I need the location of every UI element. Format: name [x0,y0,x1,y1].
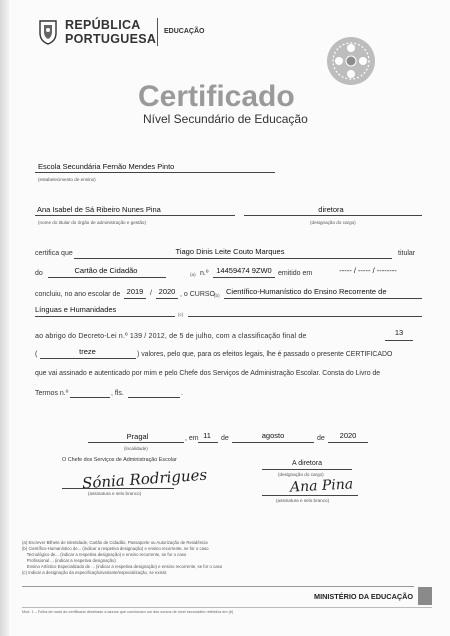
course-line1: Científico-Humanístico do Ensino Recorrente de [226,287,387,296]
footnote: (c) Indicar a designação da especificação/variante/especialização, se existir. [22,570,168,575]
date-day: 11 [203,431,211,440]
n-label: n.º [200,270,209,277]
footnote: Tecnológico de... (indicar a respetiva designação) e ensino recorrente, se for o caso [22,552,187,557]
c-marker: (c) [178,312,184,317]
date-em-label: , em [185,435,199,442]
b-marker: (b) [214,293,220,298]
emitido-label: emitido em [278,270,313,277]
left-signatory-title: O Chefe dos Serviços de Administração Escolar [62,457,177,463]
director-role: diretora [318,205,344,214]
school-caption: (estabelecimento de ensino) [38,177,96,182]
right-signatory-title: A diretora [292,460,322,467]
doc-number-line [213,277,275,278]
year-end-line [156,298,178,299]
republic-name-line2: PORTUGUESA [65,32,157,46]
school-line [35,172,275,173]
grade-number-line [385,340,413,341]
date-place-caption: (localidade) [124,446,148,451]
termos-label: Termos n.º [35,390,69,397]
ministry-header: EDUCAÇÃO [164,28,205,35]
republic-emblem-icon [38,19,58,45]
right-title-line [262,469,352,470]
left-signature-line [62,488,174,489]
grade-open-paren: ( [35,351,38,358]
right-title-caption: (designação do cargo) [278,472,324,477]
school-name: Escola Secundária Fernão Mendes Pinto [38,162,175,171]
footnote: (a) Escrever Bilhete de Identidade, Cartão de Cidadão, Passaporte ou Autorização de Residência [22,540,208,545]
footnote: Ensino Artístico Especializado de ... (indicar a respetiva designação) e ensino recorrente, se for o caso [22,564,223,569]
right-signature-line [262,495,358,496]
year-start: 2019 [126,287,144,296]
decreto-text: ao abrigo do Decreto-Lei n.º 139 / 2012, de 5 de julho, com a classificação final de [35,332,307,340]
fls-line [128,397,180,398]
doc-type: Cartão de Cidadão [74,266,138,275]
course-line1-line [224,298,422,299]
footer-bottom-rule [22,607,432,608]
do-label: do [35,270,43,277]
director-name: Ana Isabel de Sá Ribeiro Nunes Pina [37,205,161,214]
republic-name-line1: REPÚBLICA [65,18,141,32]
student-line [74,258,392,259]
date-de2: de [317,435,325,442]
date-place-line [88,442,184,443]
footnote: (b) Científico-Humanístico de... (indicar a respetiva designação) e ensino recorrente, se for o caso [22,546,209,551]
binding-strip [0,0,9,636]
curso-label: , o CURSO [180,291,216,298]
date-year: 2020 [339,431,357,440]
doc-type-line [48,277,166,278]
certificate-subtitle: Nível Secundário de Educação [143,112,308,126]
footer-model-note: Mod. 1 – Folha de rosto do certificado destinado a alunos que concluíram um dos cursos de nível secundário referidos em (b) [22,610,234,614]
course-line2: Línguas e Humanidades [35,305,117,314]
director-line [35,215,235,216]
header-divider [157,18,158,46]
grade-word: treze [79,347,96,356]
grade-rest-text: ) valores, pelo que, para os efeitos legais, lhe é passado o presente CERTIFICADO [137,351,393,358]
a-marker: (a) [190,272,196,277]
footer-rule [22,586,414,587]
date-de1: de [221,435,229,442]
year-slash: / [150,290,152,297]
concluiu-label: concluiu, no ano escolar de [35,291,121,298]
footer-ministry: MINISTÉRIO DA EDUCAÇÃO [314,592,414,601]
director-role-caption: (designação do cargo) [310,220,356,225]
date-year-line [328,442,368,443]
left-signature: Sónia Rodrigues [81,465,208,493]
student-name: Tiago Dinis Leite Couto Marques [175,247,285,256]
director-role-line [244,215,422,216]
course-line2-line [35,316,175,317]
titular-label: titular [398,250,416,257]
date-month-line [232,442,314,443]
certificate-title: Certificado [138,80,295,113]
course-line2-rest [188,316,422,317]
director-name-caption: (nome do titular do órgão de administração e gestão) [38,220,147,225]
signed-text: que vai assinado e autenticado por mim e pelo Chefe dos Serviços de Administração Escolar. Consta do Livro de [35,370,381,377]
fls-end: . [181,390,183,397]
certifica-label: certifica que [35,250,73,257]
grade-word-line [40,358,136,359]
decorative-seal-icon [326,36,376,86]
year-end: 2020 [158,287,176,296]
right-signature: Ana Pina [289,476,354,496]
grade-number: 13 [394,328,404,337]
fls-label: , fls. [111,390,124,397]
footer-gray-block [418,587,432,605]
termos-line [70,397,110,398]
date-place: Pragal [126,432,149,441]
emitido-value: ----- / ----- / -------- [339,266,397,275]
right-signature-caption: (assinatura e selo branco) [276,498,330,503]
doc-number: 14459474 9ZW0 [216,266,272,275]
date-month: agosto [261,431,285,440]
left-signature-caption: (assinatura e selo branco) [88,491,142,496]
footnote: Profissional ... (indicar a respetiva designação) [22,558,116,563]
date-day-line [198,442,218,443]
year-start-line [124,298,146,299]
